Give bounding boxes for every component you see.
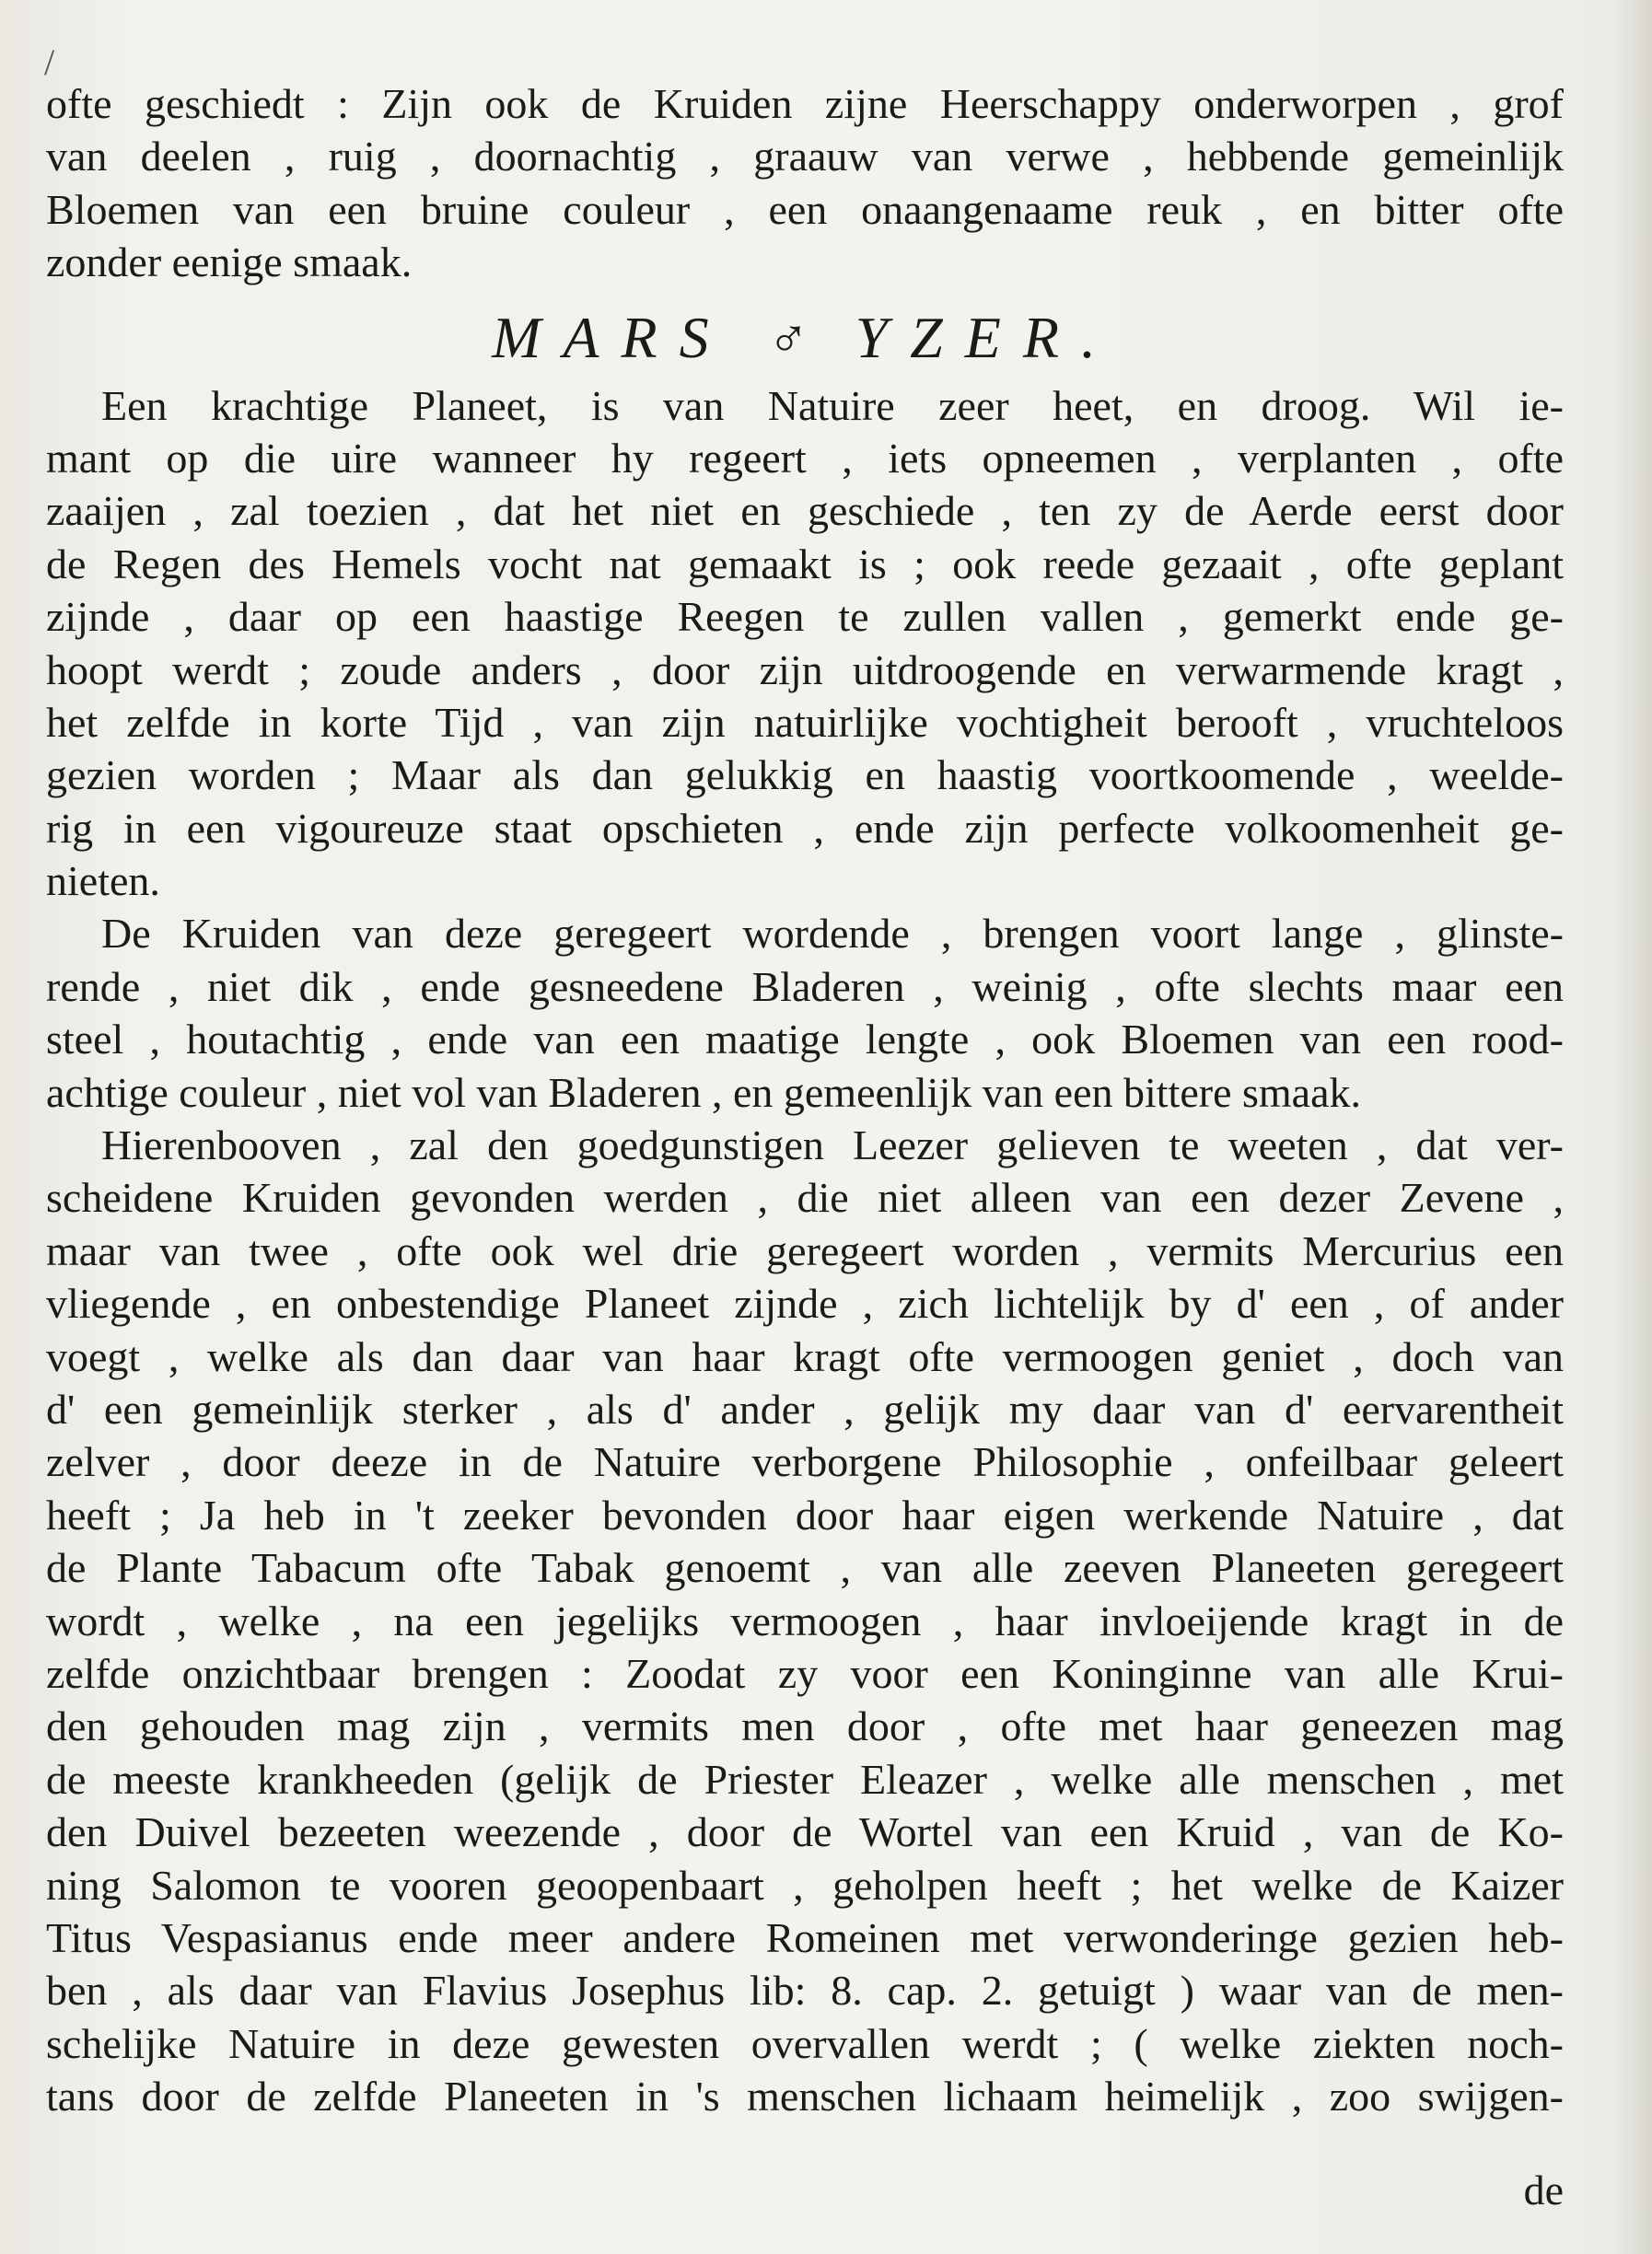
text-line: zelfde onzichtbaar brengen : Zoodat zy voor een Koninginne van alle Krui- — [46, 1649, 1564, 1697]
text-line: heeft ; Ja heb in 't zeeker bevonden door haar eigen werkende Natuire , dat — [46, 1491, 1564, 1539]
text-line: de Regen des Hemels vocht nat gemaakt is ; ook reede gezaait , ofte geplant — [46, 540, 1564, 587]
text-line: maar van twee , ofte ook wel drie geregeert worden , vermits Mercurius een — [46, 1226, 1564, 1274]
heading-yzer: YZER. — [855, 304, 1118, 370]
text-line: het zelfde in korte Tijd , van zijn natuirlijke vochtigheit berooft , vruchteloos — [46, 698, 1564, 746]
catchword: de — [1523, 2167, 1564, 2213]
text-line: ofte geschiedt : Zijn ook de Kruiden zijne Heerschappy onderworpen , grof — [46, 80, 1564, 127]
text-line: steel , houtachtig , ende van een maatige lengte , ook Bloemen van een rood- — [46, 1016, 1564, 1063]
text-line: nieten. — [46, 857, 160, 905]
intro-paragraph — [46, 77, 1564, 289]
text-line: zaaijen , zal toezien , dat het niet en geschiede , ten zy de Aerde eerst door — [46, 487, 1564, 535]
text-line: ben , als daar van Flavius Josephus lib: 8. cap. 2. getuigt ) waar van de men- — [46, 1967, 1564, 2015]
text-line: rende , niet dik , ende gesneedene Bladeren , weinig , ofte slechts maar een — [46, 962, 1564, 1010]
mars-symbol-icon: ♂ — [767, 308, 819, 369]
page-edge-shadow — [1610, 0, 1652, 2254]
text-line: d' een gemeinlijk sterker , als d' ander , gelijk my daar van d' eervarentheit — [46, 1385, 1564, 1433]
paragraph-2 — [46, 907, 1564, 1119]
paragraph-3 — [46, 1119, 1564, 2122]
text-line: zonder eenige smaak. — [46, 238, 413, 286]
text-line: zelver , door deeze in de Natuire verborgene Philosophie , onfeilbaar geleert — [46, 1438, 1564, 1486]
text-line: van deelen , ruig , doornachtig , graauw van verwe , hebbende gemeinlijk — [46, 133, 1564, 180]
text-line: Bloemen van een bruine couleur , een onaangenaame reuk , en bitter ofte — [46, 185, 1564, 233]
text-line: zijnde , daar op een haastige Reegen te zullen vallen , gemerkt ende ge- — [46, 593, 1564, 641]
text-line: Titus Vespasianus ende meer andere Romeinen met verwonderinge gezien heb- — [46, 1913, 1564, 1961]
text-line: wordt , welke , na een jegelijks vermoogen , haar invloeijende kragt in de — [46, 1597, 1564, 1644]
text-line: den gehouden mag zijn , vermits men door , ofte met haar geneezen mag — [46, 1702, 1564, 1750]
text-line: hoopt werdt ; zoude anders , door zijn uitdroogende en verwarmende kragt , — [46, 645, 1564, 693]
text-line: gezien worden ; Maar als dan gelukkig en haastig voortkoomende , weelde- — [46, 751, 1564, 799]
text-line: mant op die uire wanneer hy regeert , iets opneemen , verplanten , ofte — [46, 434, 1564, 482]
text-line: achtige couleur , niet vol van Bladeren , en gemeenlijk van een bittere smaak. — [46, 1068, 1361, 1116]
paragraph-1 — [46, 379, 1564, 908]
text-line: schelijke Natuire in deze gewesten overvallen werdt ; ( welke ziekten noch- — [46, 2019, 1564, 2067]
text-line: de meeste krankheeden (gelijk de Priester Eleazer , welke alle menschen , met — [46, 1755, 1564, 1803]
text-block — [46, 77, 1564, 2122]
text-line: de Plante Tabacum ofte Tabak genoemt , van alle zeeven Planeeten geregeert — [46, 1544, 1564, 1592]
text-line: scheidene Kruiden gevonden werden , die niet alleen van een dezer Zevene , — [46, 1174, 1564, 1222]
text-line: Een krachtige Planeet, is van Natuire zeer heet, en droog. Wil ie- — [101, 381, 1564, 429]
text-line: rig in een vigoureuze staat opschieten , ende zijn perfecte volkoomenheit ge- — [46, 804, 1564, 852]
text-line: ning Salomon te vooren geoopenbaart , geholpen heeft ; het welke de Kaizer — [46, 1861, 1564, 1909]
text-line: tans door de zelfde Planeeten in 's menschen lichaam heimelijk , zoo swijgen- — [46, 2073, 1564, 2120]
text-line: voegt , welke als dan daar van haar kragt ofte vermoogen geniet , doch van — [46, 1332, 1564, 1380]
top-mark: / — [44, 41, 55, 83]
heading-mars: MARS — [492, 304, 731, 370]
section-heading — [46, 296, 1564, 379]
text-line: De Kruiden van deze geregeert wordende , brengen voort lange , glinste- — [101, 910, 1564, 958]
text-line: vliegende , en onbestendige Planeet zijnde , zich lichtelijk by d' een , of ander — [46, 1280, 1564, 1328]
text-line: Hierenbooven , zal den goedgunstigen Leezer gelieven te weeten , dat ver- — [101, 1121, 1564, 1169]
text-line: den Duivel bezeeten weezende , door de Wortel van een Kruid , van de Ko- — [46, 1808, 1564, 1856]
